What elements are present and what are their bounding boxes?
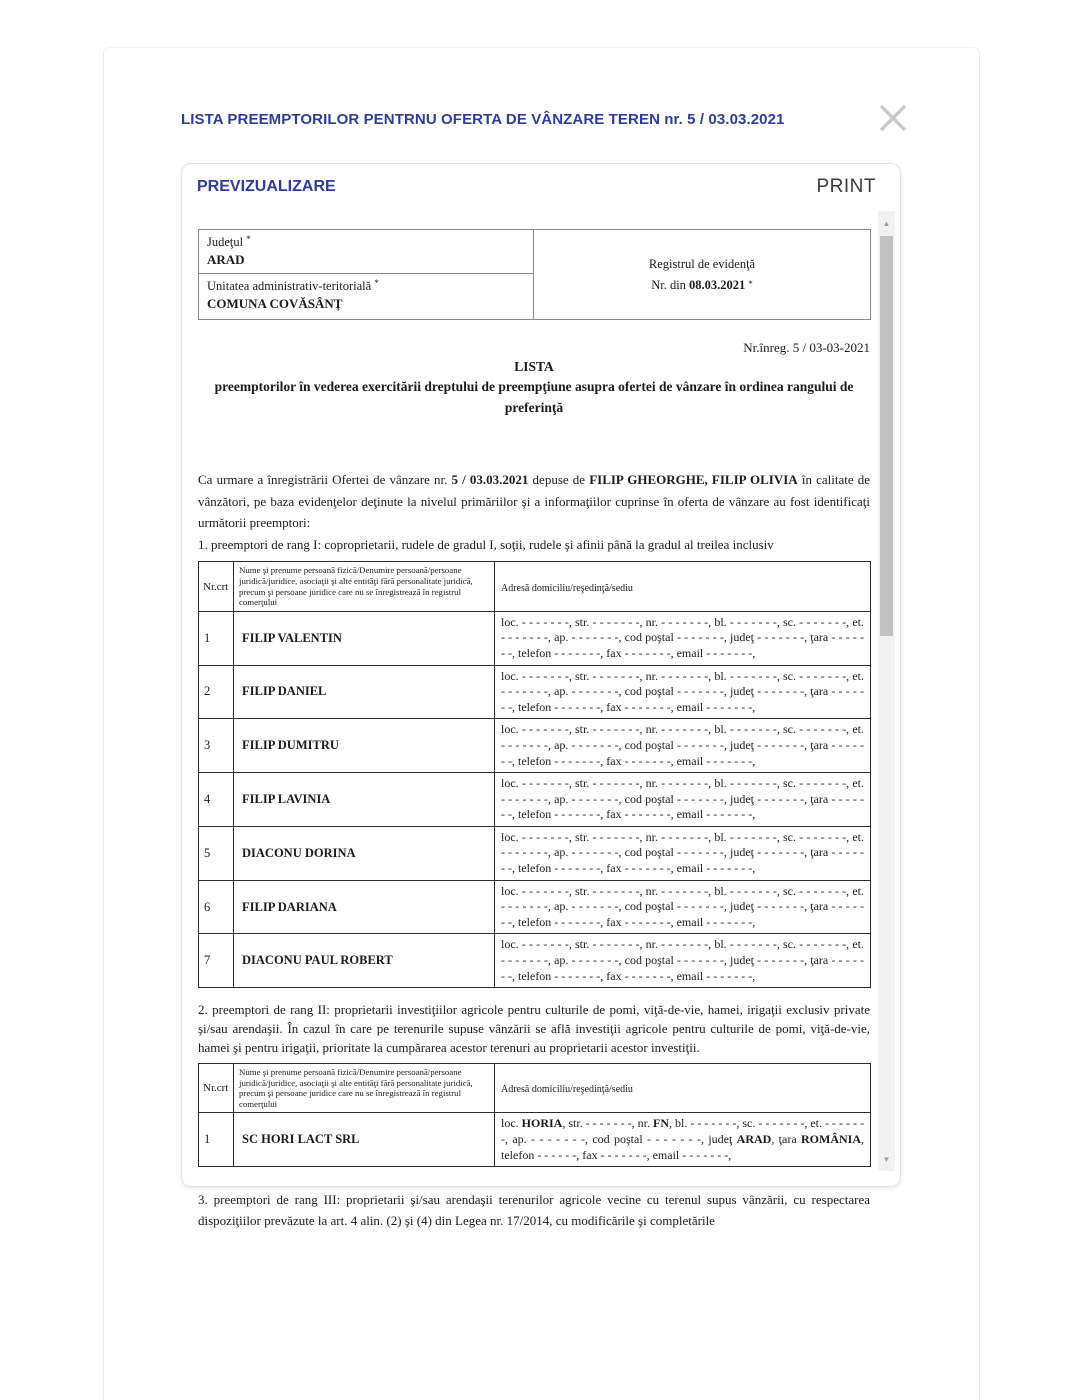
preemptor-address: loc. - - - - - - -, str. - - - - - - -, nr. - - - - - - -, bl. - - - - - - -, sc. - - - - - - -, et. - - - - - - -, ap. - - - - - - -, cod poştal - - - - - - -, judeţ - - - - - - -, ţara - - - - - - -, telefon - - - - - - -, fax - - - - - - -, email - - - - - - -,: [495, 665, 871, 719]
close-button[interactable]: [875, 102, 911, 138]
preemptor-address: loc. - - - - - - -, str. - - - - - - -, nr. - - - - - - -, bl. - - - - - - -, sc. - - - - - - -, et. - - - - - - -, ap. - - - - - - -, cod poştal - - - - - - -, judeţ - - - - - - -, ţara - - - - - - -, telefon - - - - - - -, fax - - - - - - -, email - - - - - - -,: [495, 773, 871, 827]
preemptor-row: [199, 880, 871, 934]
row-number: 4: [199, 773, 234, 827]
judet-cell: [199, 230, 534, 274]
registry-line1: Registrul de evidenţă: [648, 256, 756, 271]
uat-cell: [199, 274, 534, 320]
print-button[interactable]: PRINT: [816, 176, 876, 197]
preemptor-row: [199, 1113, 871, 1167]
preemptor-name: SC HORI LACT SRL: [234, 1113, 495, 1167]
preemptor-address: loc. HORIA, str. - - - - - - -, nr. FN, bl. - - - - - - -, sc. - - - - - - -, et. - - - - - - -, ap. - - - - - - -, cod poştal - - - - - - -, judeţ ARAD, ţara ROMÂNIA, telefon - - - - - -, fax - - - - - - -, email - - - - - - -,: [495, 1113, 871, 1167]
uat-label: Unitatea administrativ-teritorială: [207, 279, 372, 293]
preemptor-name: FILIP VALENTIN: [234, 611, 495, 665]
preemptor-row: [199, 719, 871, 773]
header-address: Adresă domiciliu/reşedinţă/sediu: [495, 1063, 871, 1112]
row-number: 1: [199, 611, 234, 665]
judet-label: Judeţul: [207, 235, 244, 249]
preemptor-address: loc. - - - - - - -, str. - - - - - - -, nr. - - - - - - -, bl. - - - - - - -, sc. - - - - - - -, et. - - - - - - -, ap. - - - - - - -, cod poştal - - - - - - -, judeţ - - - - - - -, ţara - - - - - - -, telefon - - - - - - -, fax - - - - - - -, email - - - - - - -,: [495, 934, 871, 988]
close-icon: [877, 102, 909, 139]
asterisk: *: [374, 278, 379, 288]
preemptor-row: [199, 611, 871, 665]
preemptor-address: loc. - - - - - - -, str. - - - - - - -, nr. - - - - - - -, bl. - - - - - - -, sc. - - - - - - -, et. - - - - - - -, ap. - - - - - - -, cod poştal - - - - - - -, judeţ - - - - - - -, ţara - - - - - - -, telefon - - - - - - -, fax - - - - - - -, email - - - - - - -,: [495, 826, 871, 880]
uat-value: COMUNA COVĂSÂNŢ: [207, 296, 343, 311]
document-preview: [198, 229, 870, 1231]
header-nr: Nr.crt: [199, 562, 234, 611]
scroll-down-icon: ▼: [882, 1154, 891, 1164]
preemptor-address: loc. - - - - - - -, str. - - - - - - -, nr. - - - - - - -, bl. - - - - - - -, sc. - - - - - - -, et. - - - - - - -, ap. - - - - - - -, cod poştal - - - - - - -, judeţ - - - - - - -, ţara - - - - - - -, telefon - - - - - - -, fax - - - - - - -, email - - - - - - -,: [495, 611, 871, 665]
asterisk: *: [246, 234, 251, 244]
judet-value: ARAD: [207, 252, 245, 267]
preemptor-row: [199, 826, 871, 880]
header-name: Nume şi prenume persoană fizică/Denumire persoană/persoane juridică/juridice, asociaţii şi alte entităţi fără personalitate juridică, precum şi persoane juridice care nu se înregistrează în registrul comerţului: [234, 562, 495, 611]
modal-header: [181, 100, 911, 140]
scroll-up-button[interactable]: [878, 215, 895, 231]
preemptor-name: FILIP DUMITRU: [234, 719, 495, 773]
asterisk: *: [748, 278, 753, 289]
preemptor-row: [199, 934, 871, 988]
header-meta-table: [198, 229, 871, 320]
preview-panel: [181, 163, 901, 1228]
rank3-paragraph: 3. preemptori de rang III: proprietarii şi/sau arendaşii terenurilor agricole vecine cu terenul supus vânzării, cu respectarea dispoziţiilor prevăzute la art. 4 alin. (2) şi (4) din Legea nr. 17/2014, cu modificările şi completările: [198, 1192, 870, 1228]
registration-number: Nr.înreg. 5 / 03-03-2021: [743, 340, 870, 355]
header-address: Adresă domiciliu/reşedinţă/sediu: [495, 562, 871, 611]
modal-title: LISTA PREEMPTORILOR PENTRNU OFERTA DE VÂNZARE TEREN nr. 5 / 03.03.2021: [181, 111, 785, 128]
preemptor-name: FILIP DARIANA: [234, 880, 495, 934]
header-nr: Nr.crt: [199, 1063, 234, 1112]
document-subheading: preemptorilor în vederea exercitării dreptului de preempţiune asupra ofertei de vânzare în ordinea rangului de preferinţă: [214, 379, 854, 415]
intro-paragraph: Ca urmare a înregistrării Ofertei de vânzare nr. 5 / 03.03.2021 depuse de FILIP GHEORGHE, FILIP OLIVIA în calitate de vânzători, pe baza evidenţelor deţinute la nivelul primăriilor şi a informaţiilor cuprinse în oferta de vânzare au fost identificaţi următorii preemptori:: [198, 472, 870, 531]
scroll-down-button[interactable]: [878, 1151, 895, 1167]
preemptor-address: loc. - - - - - - -, str. - - - - - - -, nr. - - - - - - -, bl. - - - - - - -, sc. - - - - - - -, et. - - - - - - -, ap. - - - - - - -, cod poştal - - - - - - -, judeţ - - - - - - -, ţara - - - - - - -, telefon - - - - - - -, fax - - - - - - -, email - - - - - - -,: [495, 719, 871, 773]
scrollbar[interactable]: [878, 211, 895, 1171]
row-number: 3: [199, 719, 234, 773]
scroll-up-icon: ▲: [882, 218, 891, 228]
preemptor-row: [199, 773, 871, 827]
preemptor-address: loc. - - - - - - -, str. - - - - - - -, nr. - - - - - - -, bl. - - - - - - -, sc. - - - - - - -, et. - - - - - - -, ap. - - - - - - -, cod poştal - - - - - - -, judeţ - - - - - - -, ţara - - - - - - -, telefon - - - - - - -, fax - - - - - - -, email - - - - - - -,: [495, 880, 871, 934]
table-header-row: [199, 1063, 871, 1112]
preemptor-name: FILIP DANIEL: [234, 665, 495, 719]
scrollbar-thumb[interactable]: [880, 236, 893, 636]
rank1-table: [198, 561, 871, 988]
row-number: 1: [199, 1113, 234, 1167]
registry-cell: [534, 230, 871, 320]
preemptor-name: DIACONU PAUL ROBERT: [234, 934, 495, 988]
document-heading: LISTA: [514, 359, 554, 374]
preemptor-row: [199, 665, 871, 719]
header-name: Nume şi prenume persoană fizică/Denumire persoană/persoane juridică/juridice, asociaţii şi alte entităţi fără personalitate juridică, precum şi persoane juridice care nu se înregistrează în registrul comerţului: [234, 1063, 495, 1112]
preemptor-name: DIACONU DORINA: [234, 826, 495, 880]
table-header-row: [199, 562, 871, 611]
rank2-paragraph: 2. preemptori de rang II: proprietarii investiţiilor agricole pentru culturile de pomi, viţă-de-vie, hamei, irigaţii exclusiv private şi/sau arendaşii. În cazul în care pe terenurile supuse vânzării se află investiţii agricole pentru culturile de pomi, viţă-de-vie, hamei şi pentru irigaţii, prioritate la cumpărarea acestor terenuri au proprietarii acestor investiţii.: [198, 1002, 870, 1056]
rank2-table: [198, 1063, 871, 1167]
row-number: 7: [199, 934, 234, 988]
preemptor-name: FILIP LAVINIA: [234, 773, 495, 827]
registry-line2: Nr. din 08.03.2021 *: [651, 277, 753, 292]
rank1-heading: 1. preemptori de rang I: coproprietarii, rudele de gradul I, soţii, rudele şi afinii până la gradul al treilea inclusiv: [198, 536, 774, 552]
panel-title: PREVIZUALIZARE: [197, 178, 336, 195]
row-number: 2: [199, 665, 234, 719]
row-number: 6: [199, 880, 234, 934]
row-number: 5: [199, 826, 234, 880]
